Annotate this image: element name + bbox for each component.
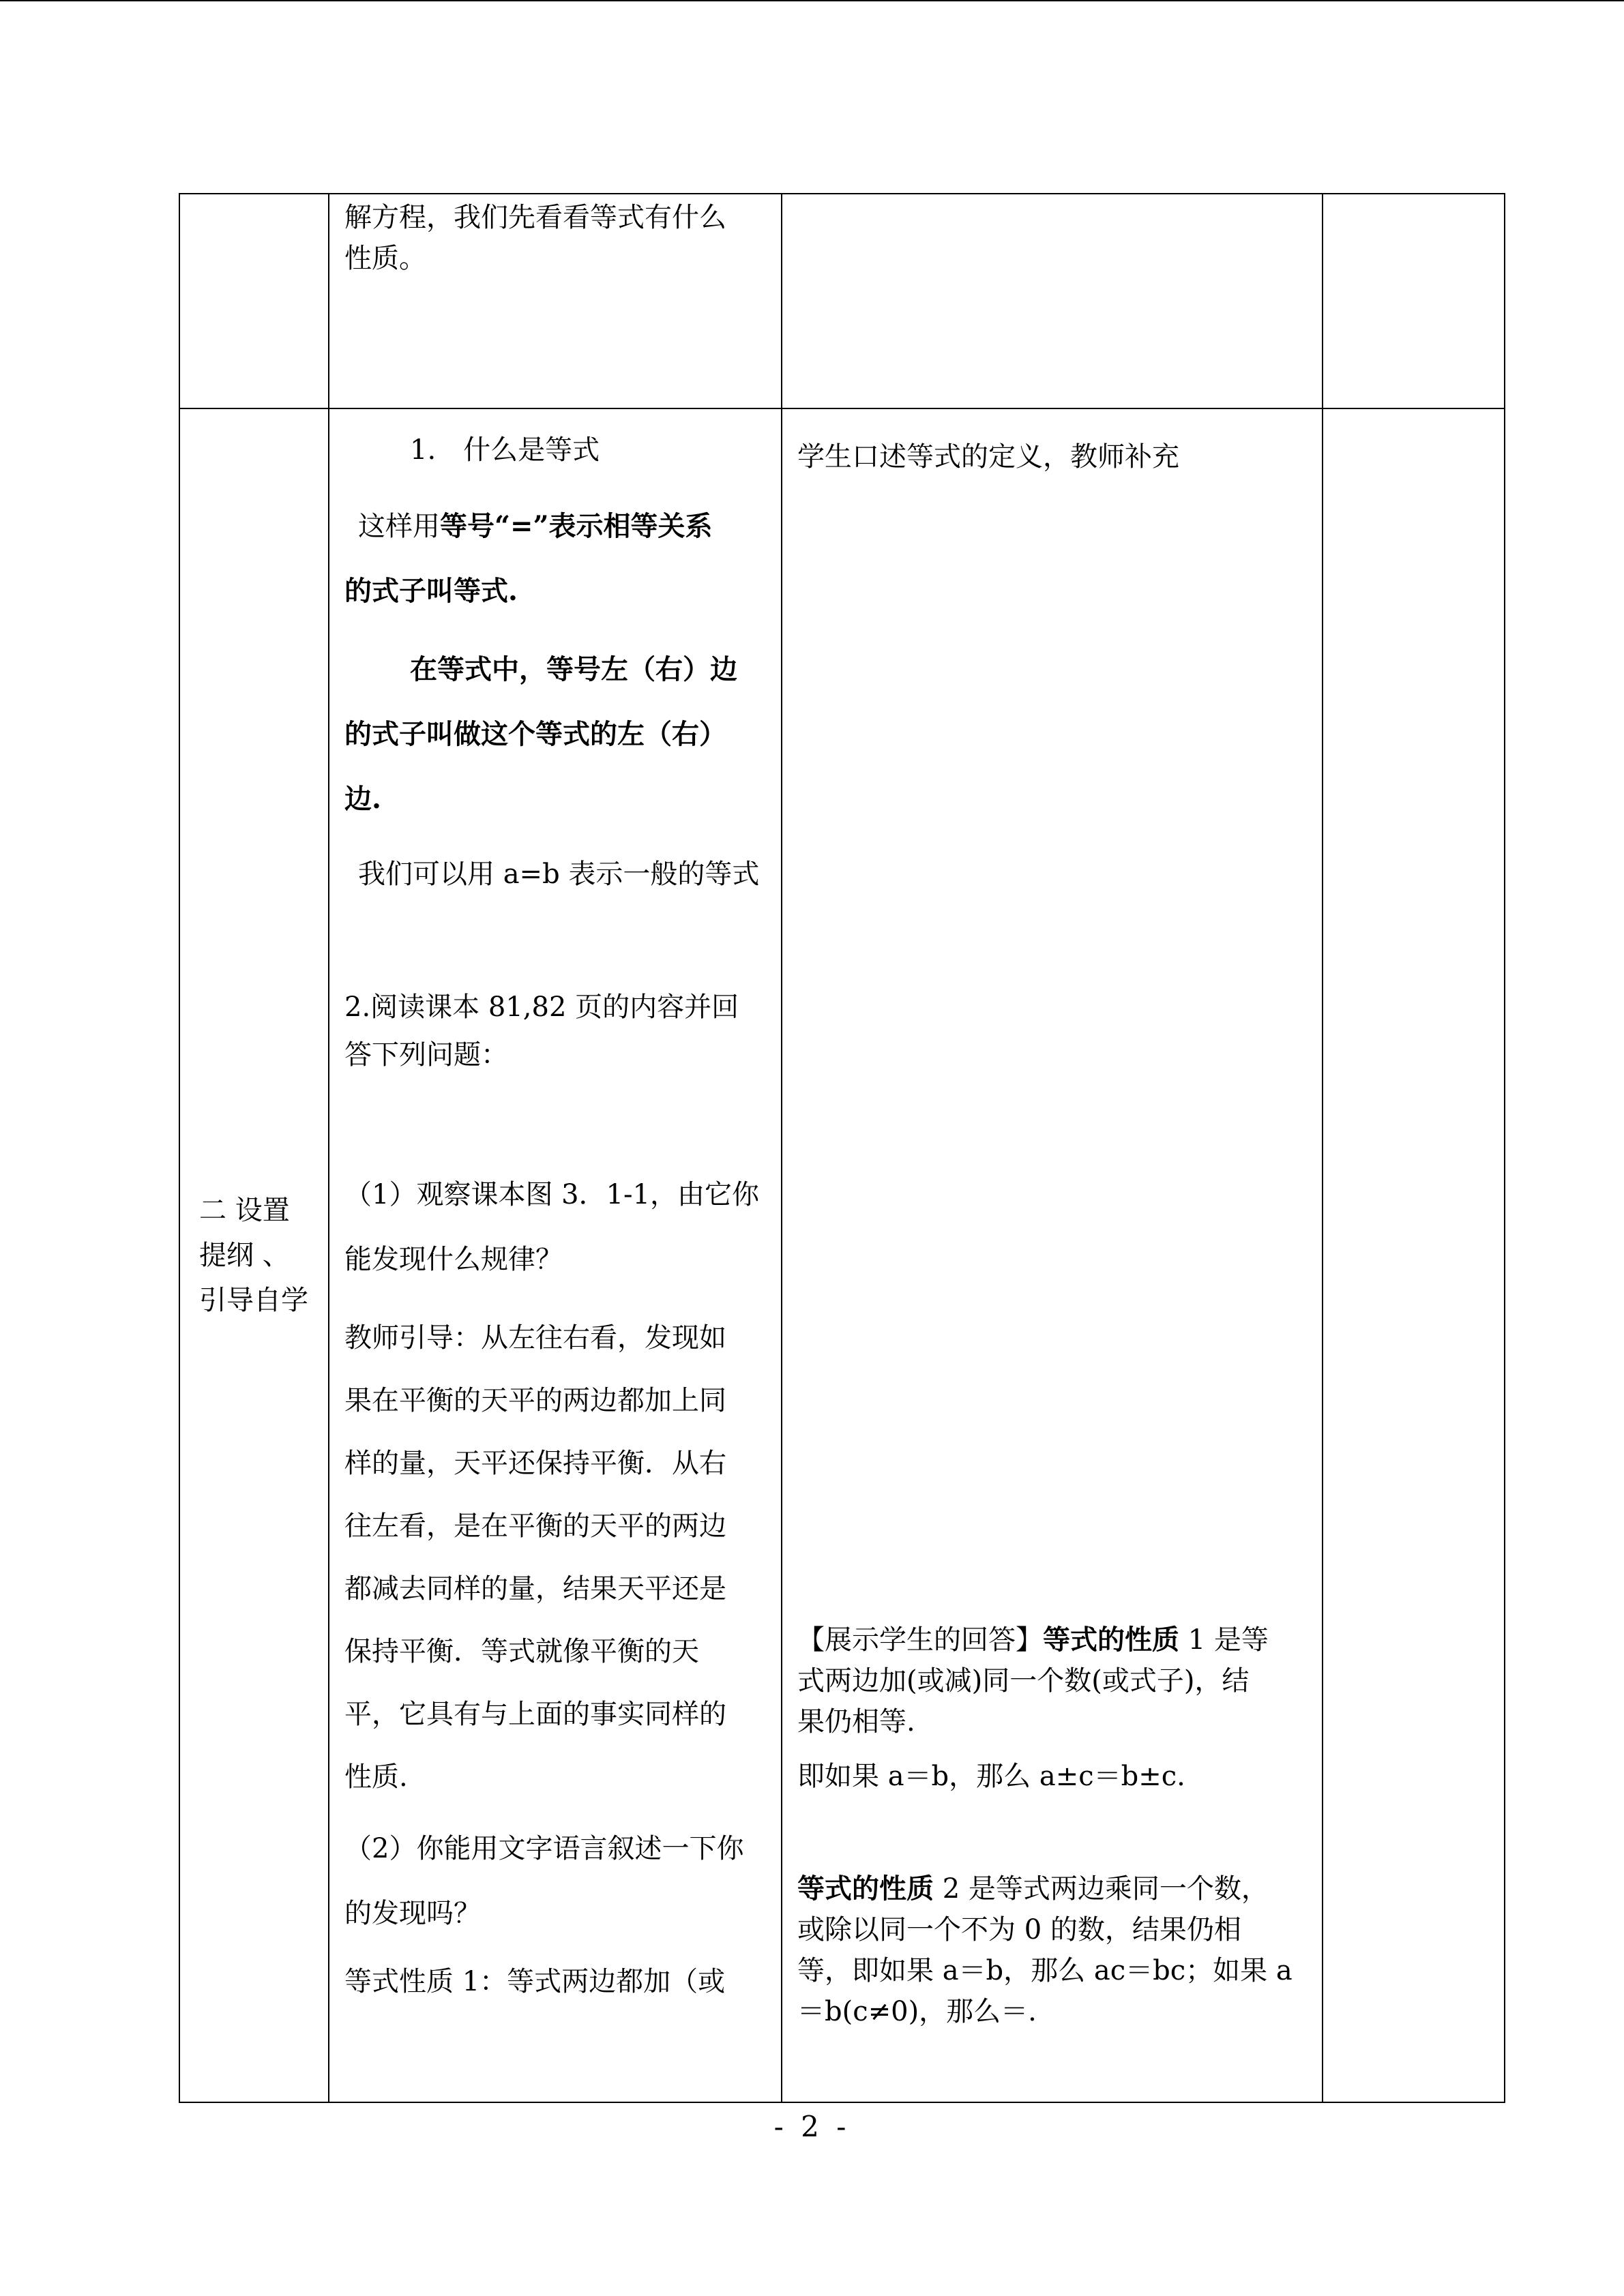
property-line: ＝b(c≠0)，那么＝. xyxy=(797,1996,1037,2027)
guide-line: 性质. xyxy=(344,1761,408,1793)
guide-line: 样的量，天平还保持平衡．从右 xyxy=(344,1448,726,1479)
text-line: 学生口述等式的定义，教师补充 xyxy=(797,441,1179,473)
question-line: （1）观察课本图 3．1-1，由它你 xyxy=(344,1179,760,1210)
definition-line: 边. xyxy=(344,783,381,815)
definition-line: 的式子叫等式. xyxy=(344,575,518,607)
guide-line: 教师引导：从左往右看，发现如 xyxy=(344,1322,726,1354)
guide-line: 保持平衡．等式就像平衡的天 xyxy=(344,1636,699,1667)
property-title: 等式的性质 xyxy=(1043,1624,1179,1656)
definition-line xyxy=(344,506,769,547)
stage-cell xyxy=(179,194,329,408)
definition-line: 在等式中，等号左（右）边 xyxy=(410,653,737,685)
activity-cell xyxy=(782,408,1323,2102)
property-line: 果仍相等. xyxy=(797,1706,915,1738)
teaching-content-cell xyxy=(329,408,782,2102)
guide-line: 都减去同样的量，结果天平还是 xyxy=(344,1573,726,1605)
definition-line: 的式子叫做这个等式的左（右） xyxy=(344,718,726,750)
activity-cell xyxy=(782,194,1323,408)
stage-cell xyxy=(179,408,329,2102)
stage-line: 二 设置 xyxy=(199,1195,290,1226)
text-line: 我们可以用 a=b 表示一般的等式 xyxy=(358,859,760,890)
lesson-plan-table xyxy=(179,193,1505,2103)
property-line: 或除以同一个不为 0 的数，结果仍相 xyxy=(797,1914,1241,1945)
tag-text: 【展示学生的回答】 xyxy=(797,1624,1043,1656)
table-row xyxy=(179,194,1505,408)
notes-cell xyxy=(1323,408,1505,2102)
table-row xyxy=(179,408,1505,2102)
teaching-content-cell xyxy=(329,194,782,408)
text-line: 2.阅读课本 81,82 页的内容并回 xyxy=(344,992,739,1023)
notes-cell xyxy=(1323,194,1505,408)
guide-line: 平，它具有与上面的事实同样的 xyxy=(344,1699,726,1730)
stage-line: 引导自学 xyxy=(199,1285,308,1316)
property-line: 式两边加(或减)同一个数(或式子)，结 xyxy=(797,1665,1250,1697)
question-line: 的发现吗？ xyxy=(344,1898,481,1929)
guide-line: 果在平衡的天平的两边都加上同 xyxy=(344,1385,726,1416)
property-line: 等，即如果 a＝b，那么 ac＝bc；如果 a xyxy=(797,1955,1293,1986)
text-line: 解方程，我们先看看等式有什么 xyxy=(344,202,726,233)
property-text: 1 是等 xyxy=(1179,1624,1269,1656)
section-heading: 1. 什么是等式 xyxy=(410,434,600,466)
property-text: 2 是等式两边乘同一个数， xyxy=(934,1873,1269,1905)
top-rule xyxy=(0,0,1624,1)
text-line: 性质。 xyxy=(344,243,426,274)
definition-text: 这样用 xyxy=(358,511,440,542)
formula-line: 即如果 a＝b，那么 a±c＝b±c. xyxy=(797,1761,1185,1792)
property-line xyxy=(797,1620,1310,1660)
property-line xyxy=(797,1868,1310,1909)
stage-label xyxy=(180,1188,328,1323)
text-line: 等式性质 1：等式两边都加（或 xyxy=(344,1966,726,1997)
question-line: （2）你能用文字语言叙述一下你 xyxy=(344,1833,744,1864)
guide-line: 往左看，是在平衡的天平的两边 xyxy=(344,1510,726,1542)
definition-bold: 等号“=”表示相等关系 xyxy=(440,510,713,542)
question-line: 能发现什么规律？ xyxy=(344,1244,563,1275)
stage-line: 提纲 、 xyxy=(199,1240,290,1271)
property-title: 等式的性质 xyxy=(797,1873,934,1905)
page-number: - 2 - xyxy=(773,2110,851,2143)
text-line: 答下列问题： xyxy=(344,1039,508,1071)
